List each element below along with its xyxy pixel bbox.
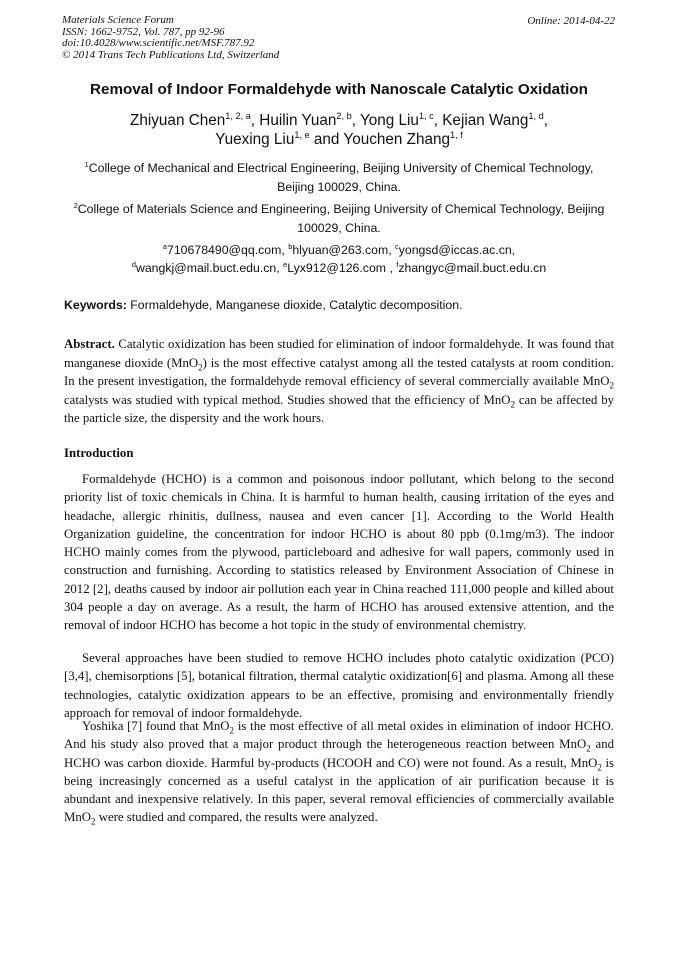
intro-paragraph-3 (64, 717, 614, 827)
paragraph-text: is being increasingly concerned as a useful catalyst in the application of air purification because it is abundant and inexpensive relatively. In this paper, several removal efficiencies of commercially available MnO (64, 755, 614, 825)
affiliation-sup: 2 (73, 200, 78, 210)
author-affil-sup: 1, c (418, 110, 434, 121)
affiliation-sup: 1 (84, 159, 89, 169)
email-address[interactable]: Lyx912@126.com , (287, 261, 397, 275)
abstract-text: Catalytic oxidization has been studied for elimination of indoor formaldehyde. It was found that manganese dioxide (MnO (64, 337, 614, 370)
affiliation-2 (62, 200, 616, 237)
author-name: Huilin Yuan (259, 112, 337, 129)
email-sup: c (395, 241, 399, 251)
email-address[interactable]: wangkj@mail.buct.edu.cn, (135, 261, 284, 275)
author-affil-sup: 1, f (450, 129, 463, 140)
email-line-2 (62, 259, 616, 278)
subscript: 2 (510, 399, 515, 410)
intro-paragraph-1: Formaldehyde (HCHO) is a common and poisonous indoor pollutant, which belong to the second priority list of toxic chemicals in China. It is harmful to human health, causing irritation of the eyes and headache, allergic rhinitis, dullness, nausea and even cancer [1]. According to the World Health Organization guideline, the concentration for indoor HCHO is about 80 ppb (0.1mg/m3). The indoor HCHO mainly comes from the plywood, particleboard and adhesive for wall papers, commonly used in construction and furnishing. According to statistics released by Environment Association of Chinese in 2012 [2], deaths caused by indoor air pollution each year in China reached 111,000 people and killed about 304 people a day on average. As a result, the harm of HCHO has aroused extensive attention, and the removal of indoor HCHO has become a hot topic in the study of environmental chemistry. (64, 472, 614, 633)
paragraph-text: were studied and compared, the results were analyzed. (95, 810, 378, 825)
issn-line: ISSN: 1662-9752, Vol. 787, pp 92-96 (62, 25, 225, 38)
subscript: 2 (597, 762, 602, 773)
keywords-text: Formaldehyde, Manganese dioxide, Catalytic decomposition. (126, 298, 463, 312)
email-sup: e (283, 259, 288, 269)
email-address[interactable]: zhangyc@mail.buct.edu.cn (398, 261, 547, 275)
paragraph-text: and HCHO was carbon dioxide. Harmful by-products (HCOOH and CO) were not found. As a result, MnO (64, 737, 614, 770)
subscript: 2 (609, 380, 614, 391)
subscript: 2 (586, 743, 591, 754)
author-name: Zhiyuan Chen (130, 112, 226, 129)
author-name: Yuexing Liu (215, 130, 295, 148)
author-separator: , (433, 112, 443, 129)
keywords (64, 298, 463, 312)
email-sup: d (131, 259, 136, 269)
section-heading-introduction: Introduction (64, 446, 134, 460)
email-line-1 (62, 241, 616, 260)
copyright-line: © 2014 Trans Tech Publications Ltd, Switzerland (62, 48, 280, 61)
paper-title: Removal of Indoor Formaldehyde with Nanoscale Catalytic Oxidation (90, 81, 588, 98)
subscript: 2 (91, 817, 96, 828)
affiliation-text: College of Mechanical and Electrical Engineering, Beijing University of Chemical Technology, (88, 161, 594, 175)
email-sup: a (162, 241, 167, 251)
paragraph-text: is the most effective of all metal oxides in elimination of indoor HCHO. And his study also proved that a major product through the heterogeneous reaction between MnO (64, 719, 614, 752)
affiliation-text: College of Materials Science and Engineering, Beijing University of Chemical Technology, Beijing (77, 202, 605, 216)
online-date: Online: 2014-04-22 (527, 15, 615, 27)
abstract-text: catalysts was studied with typical method. Studies showed that the efficiency of MnO (64, 392, 511, 407)
doi-line: doi:10.4028/www.scientific.net/MSF.787.92 (62, 37, 255, 50)
email-address[interactable]: 710678490@qq.com, (167, 243, 289, 257)
affiliation-1 (62, 159, 616, 196)
author-affil-sup: 1, d (528, 110, 544, 121)
abstract (64, 335, 614, 428)
affiliation-text: Beijing 100029, China. (277, 179, 401, 194)
intro-paragraph-2: Several approaches have been studied to remove HCHO includes photo catalytic oxidization (PCO) [3,4], chemisorptions [5], botanical filtration, thermal catalytic oxidization[6] and plasma. Among all these technologies, catalytic oxidization appears to be an effective, promising and environmentally friendly approach for removal of indoor formaldehyde. (64, 651, 614, 720)
author-separator: , (250, 112, 260, 129)
keywords-label: Keywords: (64, 298, 127, 312)
author-separator: and (309, 130, 344, 148)
author-name: Youchen Zhang (343, 130, 451, 148)
abstract-text: can be affected by the particle size, the dispersity and the work hours. (64, 392, 614, 426)
abstract-text: ) is the most effective catalyst among all the tested catalysts at room condition. In the present investigation, the formaldehyde removal efficiency of several commercially available MnO (64, 355, 614, 389)
subscript: 2 (198, 362, 203, 373)
email-address[interactable]: yongsd@iccas.ac.cn, (398, 243, 516, 257)
author-name: Kejian Wang (442, 112, 529, 129)
author-affil-sup: 1, e (294, 129, 310, 140)
journal-header (62, 15, 279, 61)
affiliation-text: 100029, China. (297, 220, 381, 235)
author-list (60, 112, 618, 149)
author-name: Yong Liu (359, 112, 419, 129)
email-sup: f (396, 259, 399, 269)
author-affil-sup: 2, b (336, 110, 352, 121)
author-separator: , (543, 112, 548, 129)
email-address[interactable]: hlyuan@263.com, (292, 243, 396, 257)
author-separator: , (351, 112, 360, 129)
paragraph-text: Yoshika [7] found that MnO (82, 719, 230, 733)
journal-name: Materials Science Forum (62, 14, 174, 26)
abstract-label: Abstract. (64, 337, 115, 351)
author-affil-sup: 1, 2, a (225, 110, 251, 121)
subscript: 2 (229, 725, 235, 736)
email-sup: b (288, 241, 293, 251)
